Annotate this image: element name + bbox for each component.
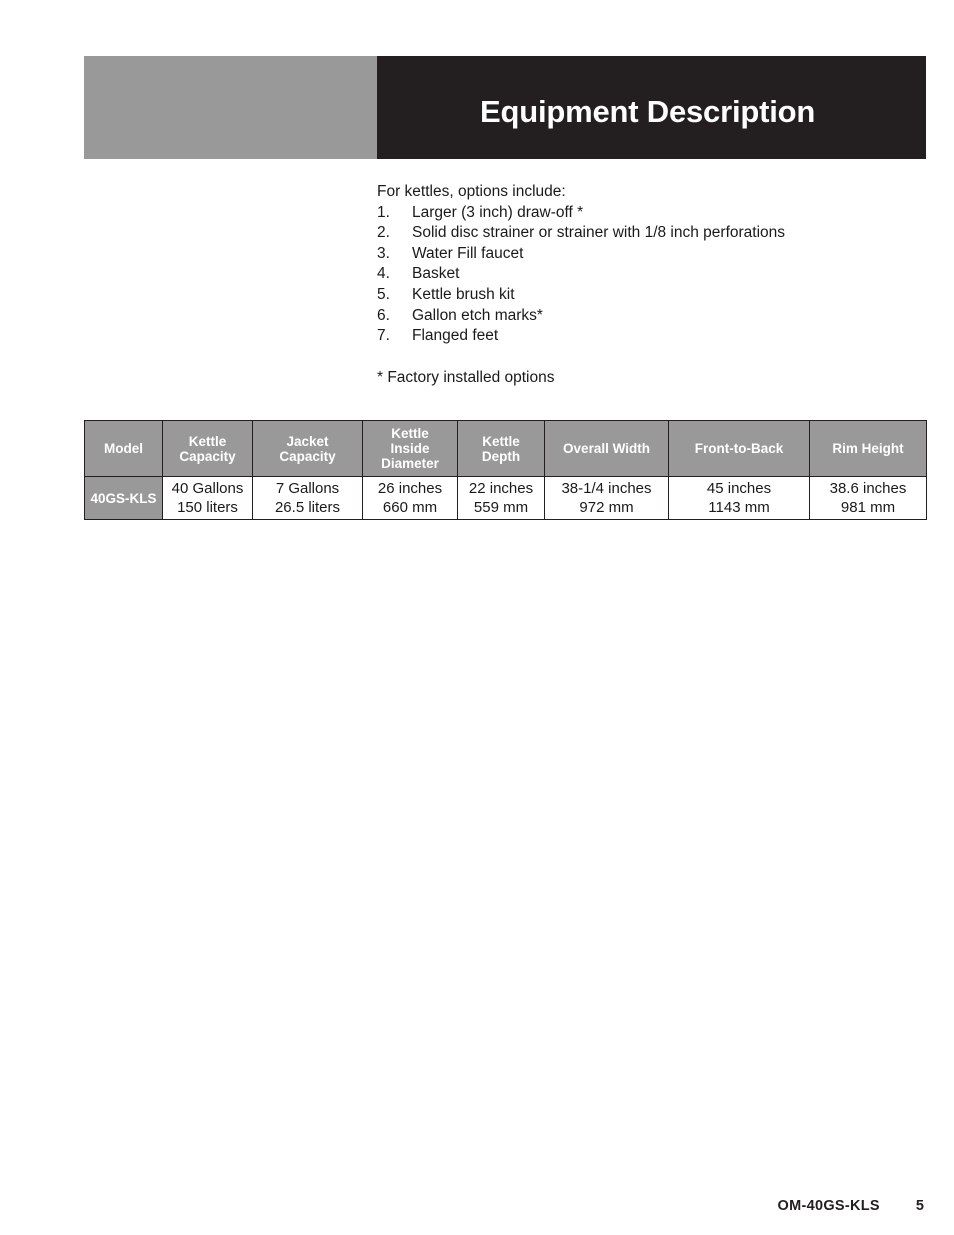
cell-kettle-inside-diameter: 26 inches 660 mm <box>363 477 458 520</box>
cell-jacket-capacity: 7 Gallons 26.5 liters <box>253 477 363 520</box>
option-number: 7. <box>377 327 390 345</box>
cell-kettle-depth: 22 inches 559 mm <box>458 477 545 520</box>
table-row <box>85 477 927 520</box>
option-text: Larger (3 inch) draw-off * <box>412 203 584 221</box>
option-number: 6. <box>377 306 390 324</box>
option-item <box>377 326 897 347</box>
option-item <box>377 264 897 285</box>
cell-model: 40GS-KLS <box>85 477 163 520</box>
option-text: Water Fill faucet <box>412 244 524 262</box>
option-item <box>377 203 897 224</box>
option-text: Gallon etch marks* <box>412 306 543 324</box>
header-model: Model <box>85 421 163 477</box>
option-item <box>377 223 897 244</box>
header-overall-width: Overall Width <box>545 421 669 477</box>
options-list <box>377 203 897 347</box>
cell-overall-width: 38-1/4 inches 972 mm <box>545 477 669 520</box>
header-band <box>84 56 926 159</box>
cell-front-to-back: 45 inches 1143 mm <box>669 477 810 520</box>
header-kettle-inside-diameter: Kettle Inside Diameter <box>363 421 458 477</box>
header-kettle-capacity: Kettle Capacity <box>163 421 253 477</box>
page-number: 5 <box>915 1198 924 1214</box>
options-lead: For kettles, options include: <box>377 183 566 200</box>
option-text: Basket <box>412 265 460 283</box>
option-item <box>377 285 897 306</box>
table-header-row <box>85 421 927 477</box>
header-gray-block <box>84 56 377 159</box>
option-text: Flanged feet <box>412 327 499 345</box>
header-jacket-capacity: Jacket Capacity <box>253 421 363 477</box>
page-title: Equipment Description <box>480 94 816 129</box>
option-item <box>377 306 897 327</box>
cell-kettle-capacity: 40 Gallons 150 liters <box>163 477 253 520</box>
option-number: 3. <box>377 244 390 262</box>
option-number: 5. <box>377 285 390 303</box>
option-number: 2. <box>377 224 390 242</box>
options-section <box>377 182 897 388</box>
header-dark-block <box>377 56 926 159</box>
factory-options-footnote: * Factory installed options <box>377 368 555 386</box>
option-number: 4. <box>377 265 390 283</box>
option-text: Kettle brush kit <box>412 285 515 303</box>
header-front-to-back: Front-to-Back <box>669 421 810 477</box>
cell-rim-height: 38.6 inches 981 mm <box>810 477 927 520</box>
option-text: Solid disc strainer or strainer with 1/8 inch perforations <box>412 224 786 242</box>
option-item <box>377 244 897 265</box>
page-footer <box>778 1198 924 1214</box>
specifications-table <box>84 420 927 520</box>
header-rim-height: Rim Height <box>810 421 927 477</box>
header-kettle-depth: Kettle Depth <box>458 421 545 477</box>
option-number: 1. <box>377 203 390 221</box>
document-code: OM-40GS-KLS <box>777 1198 880 1214</box>
